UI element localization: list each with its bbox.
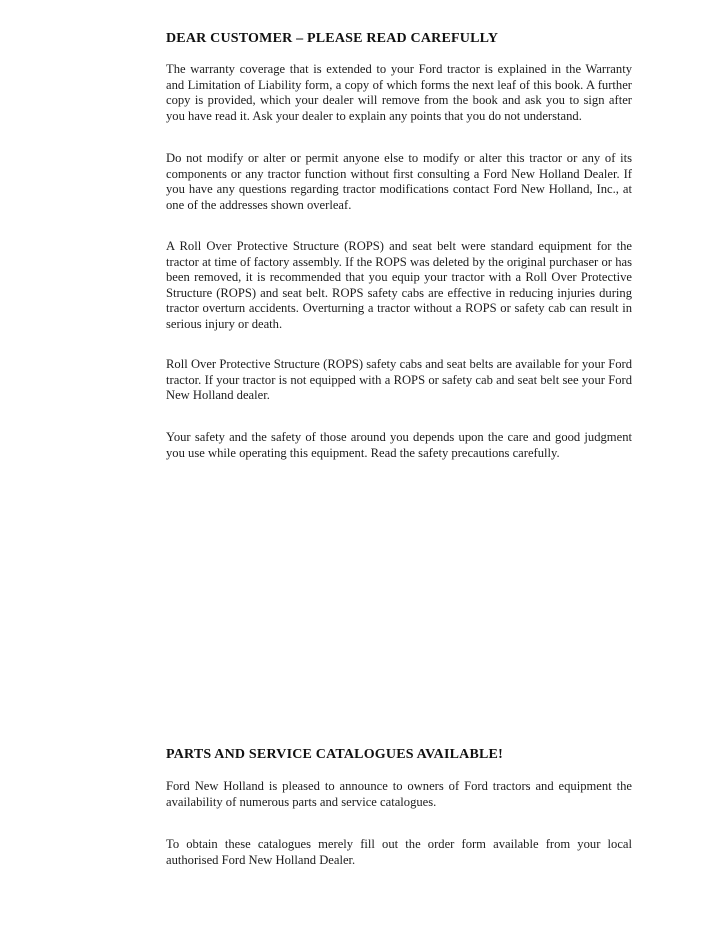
safety-paragraph: Your safety and the safety of those around you depends upon the care and good judgment you use while operating this equipment. Read the safety precautions carefully.: [166, 430, 632, 460]
catalogues-heading: PARTS AND SERVICE CATALOGUES AVAILABLE!: [166, 747, 503, 762]
catalogues-order-paragraph: To obtain these catalogues merely fill out the order form available from your local authorised Ford New Holland Dealer.: [166, 837, 632, 867]
catalogues-announcement-paragraph: Ford New Holland is pleased to announce to owners of Ford tractors and equipment the availability of numerous parts and service catalogues.: [166, 779, 632, 809]
warranty-paragraph: The warranty coverage that is extended to your Ford tractor is explained in the Warranty and Limitation of Liability form, a copy of which forms the next leaf of this book. A further copy is provided, which your dealer will remove from the book and ask you to sign after you have read it. Ask your dealer to explain any points that you do not understand.: [166, 62, 632, 123]
customer-notice-heading: DEAR CUSTOMER – PLEASE READ CAREFULLY: [166, 31, 499, 46]
rops-availability-paragraph: Roll Over Protective Structure (ROPS) safety cabs and seat belts are available for your Ford tractor. If your tractor is not equipped with a ROPS or safety cab and seat belt see your Ford New Holland dealer.: [166, 357, 632, 403]
rops-paragraph: A Roll Over Protective Structure (ROPS) and seat belt were standard equipment for the tractor at time of factory assembly. If the ROPS was deleted by the original purchaser or has been removed, it is recommended that you equip your tractor with a Roll Over Protective Structure (ROPS) and seat belt. ROPS safety cabs are effective in reducing injuries during tractor overturn accidents. Overturning a tractor without a ROPS or safety cab can result in serious injury or death.: [166, 239, 632, 331]
modification-paragraph: Do not modify or alter or permit anyone else to modify or alter this tractor or any of its components or any tractor function without first consulting a Ford New Holland Dealer. If you have any questions regarding tractor modifications contact Ford New Holland, Inc., at one of the addresses shown overleaf.: [166, 151, 632, 212]
